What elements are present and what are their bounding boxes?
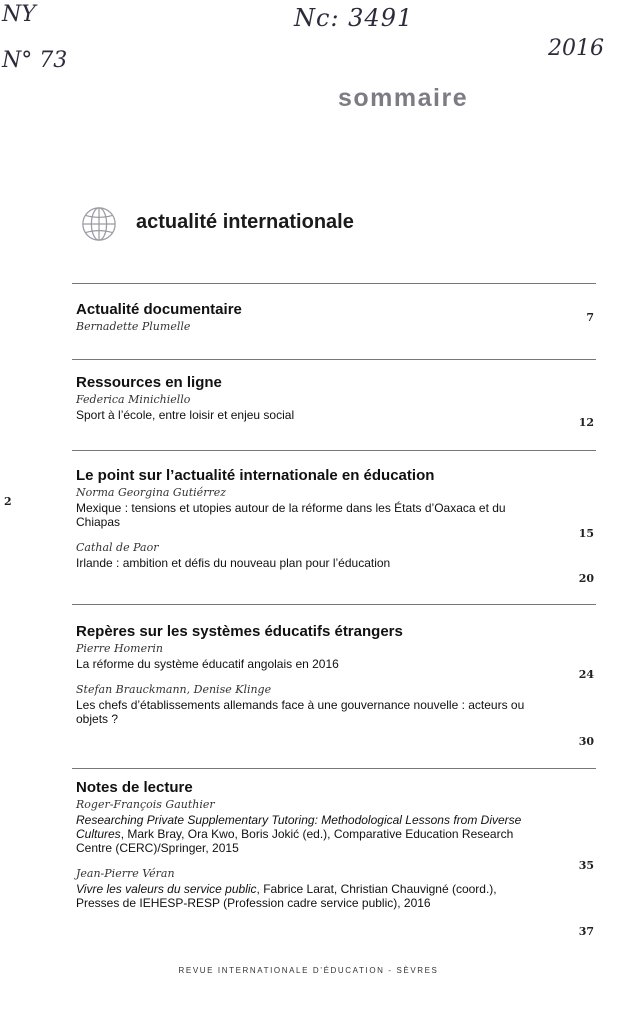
section-heading: Notes de lecture bbox=[76, 779, 193, 796]
divider bbox=[72, 283, 596, 284]
article-title: La réforme du système éducatif angolais en 2016 bbox=[76, 657, 339, 671]
article-title: Les chefs d’établissements allemands face à une gouvernance nouvelle : acteurs ou objets ? bbox=[76, 698, 525, 726]
section-heading: Ressources en ligne bbox=[76, 374, 222, 391]
globe-icon bbox=[80, 205, 118, 243]
page-title: sommaire bbox=[338, 84, 469, 112]
article-title: Irlande : ambition et défis du nouveau plan pour l’éducation bbox=[76, 556, 391, 570]
section-heading: Le point sur l’actualité internationale en éducation bbox=[76, 467, 435, 484]
book-details: , Fabrice Larat, Christian Chauvigné (coord.), Presses de IEHESP-RESP (Profession cadre service public), 2016 bbox=[76, 882, 497, 910]
page-number: 12 bbox=[578, 416, 594, 429]
section-heading: Repères sur les systèmes éducatifs étrangers bbox=[76, 623, 403, 640]
author: Pierre Homerin bbox=[76, 642, 163, 655]
divider bbox=[72, 604, 596, 605]
divider bbox=[72, 768, 596, 769]
article-title: Mexique : tensions et utopies autour de la réforme dans les États d’Oaxaca et du Chiapas bbox=[76, 501, 506, 529]
author: Stefan Brauckmann, Denise Klinge bbox=[76, 683, 272, 696]
footer-journal-name: REVUE INTERNATIONALE D’ÉDUCATION - SÈVRES bbox=[178, 966, 439, 975]
author: Norma Georgina Gutiérrez bbox=[76, 486, 227, 499]
author: Roger-François Gauthier bbox=[76, 798, 215, 811]
author: Bernadette Plumelle bbox=[76, 320, 191, 333]
section-heading: Actualité documentaire bbox=[76, 301, 242, 318]
toc-section-reperes bbox=[76, 623, 598, 748]
handwritten-reference: Nc: 3491 bbox=[294, 4, 414, 32]
review-citation bbox=[76, 882, 598, 910]
page-number: 37 bbox=[578, 925, 594, 938]
toc-section-actualite-documentaire bbox=[76, 301, 598, 335]
page-number: 30 bbox=[578, 735, 594, 748]
divider bbox=[72, 359, 596, 360]
handwritten-note: NY bbox=[2, 2, 36, 27]
book-title: Vivre les valeurs du service public bbox=[76, 882, 257, 896]
handwritten-year: 2016 bbox=[548, 36, 604, 61]
divider bbox=[72, 450, 596, 451]
page-number: 24 bbox=[578, 668, 594, 681]
author: Federica Minichiello bbox=[76, 393, 191, 406]
handwritten-issue-number: N° 73 bbox=[2, 48, 68, 73]
book-title: Researching Private Supplementary Tutoring: Methodological Lessons from Diverse Cultures bbox=[76, 813, 522, 841]
toc-section-notes-de-lecture bbox=[76, 779, 598, 938]
page-number: 20 bbox=[578, 572, 594, 585]
author: Cathal de Paor bbox=[76, 541, 159, 554]
page-number: 35 bbox=[578, 859, 594, 872]
section-title: actualité internationale bbox=[136, 211, 354, 233]
toc-section-point-actualite bbox=[76, 467, 598, 585]
page-number: 7 bbox=[586, 311, 594, 324]
side-page-number: 2 bbox=[4, 495, 12, 508]
toc-section-ressources bbox=[76, 374, 598, 429]
page-number: 15 bbox=[578, 527, 594, 540]
article-title: Sport à l’école, entre loisir et enjeu social bbox=[76, 408, 295, 422]
review-citation bbox=[76, 813, 598, 855]
book-details: , Mark Bray, Ora Kwo, Boris Jokić (ed.), Comparative Education Research Centre (CERC)/Springer, 2015 bbox=[76, 827, 514, 855]
author: Jean-Pierre Véran bbox=[76, 867, 175, 880]
